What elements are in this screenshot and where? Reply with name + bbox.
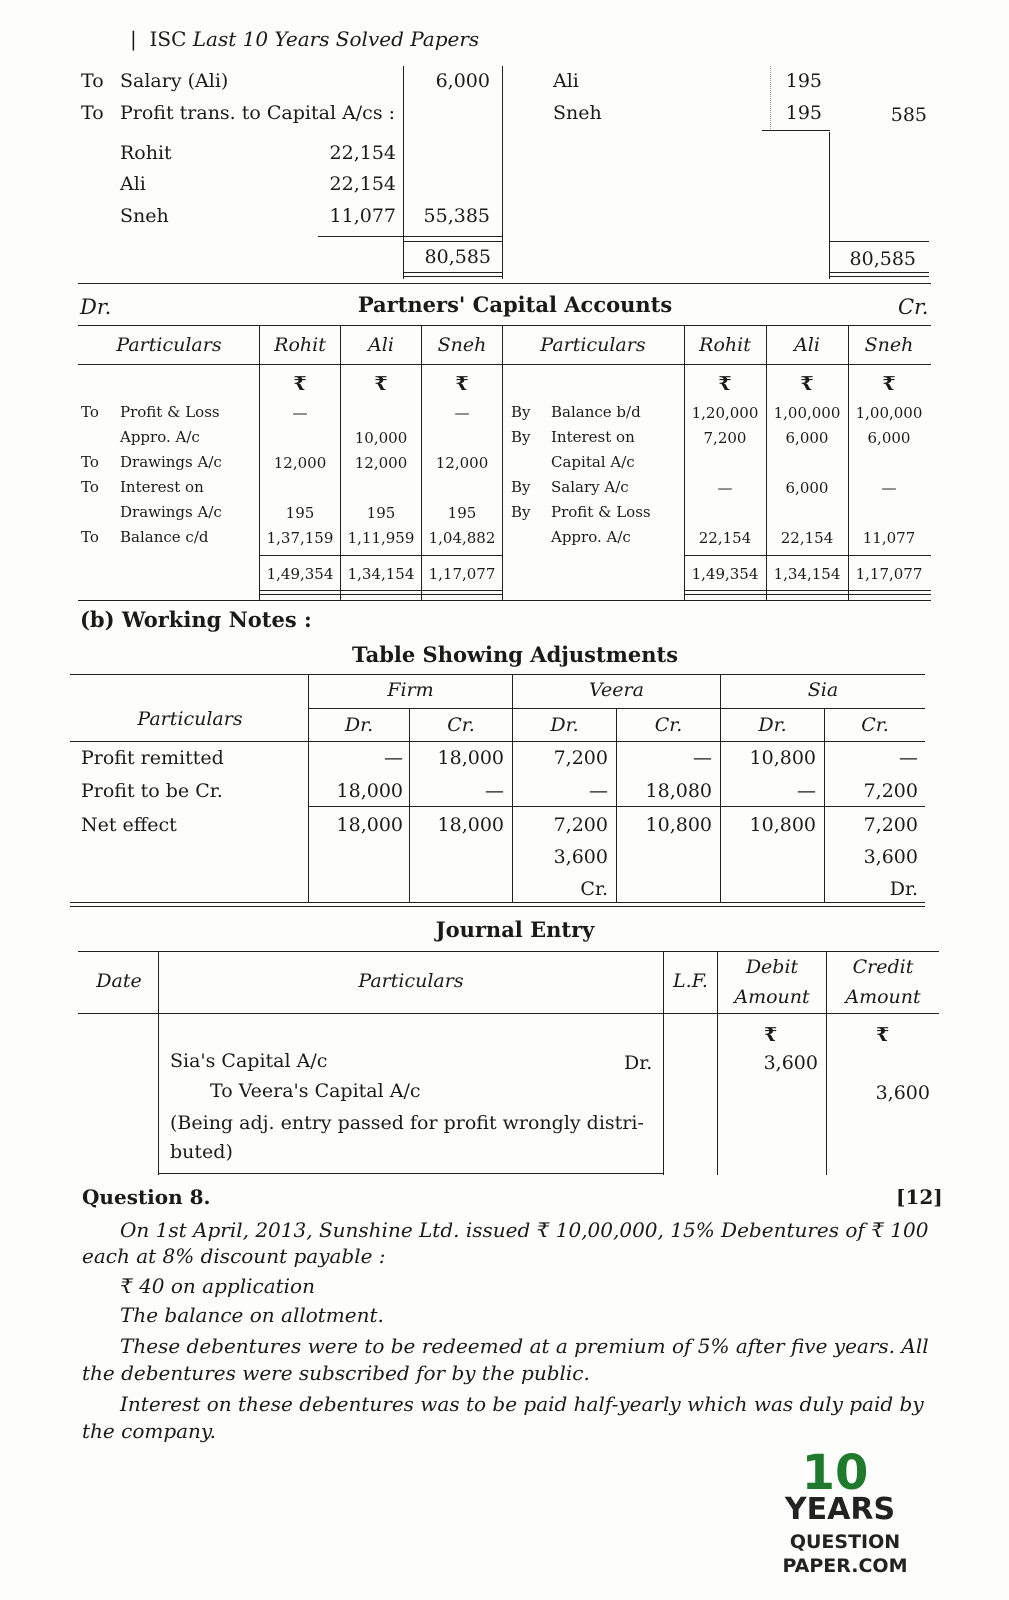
capital-left-cell: — <box>292 404 308 422</box>
capital-right-cell: — <box>881 479 897 497</box>
adjustments-header-cr: Cr. <box>654 714 683 736</box>
adjustments-header-cr: Cr. <box>447 714 475 736</box>
adjustments-cell: 18,000 <box>437 814 504 836</box>
adjustments-cell: 7,200 <box>553 814 608 836</box>
pl-right-name-ali: Ali <box>553 70 579 92</box>
journal-header-credit: Credit <box>852 956 914 978</box>
capital-header-rohit-left: Rohit <box>274 334 326 356</box>
pl-total-right: 80,585 <box>849 248 916 270</box>
capital-header-sneh-left: Sneh <box>437 334 487 356</box>
capital-left-label: Interest on <box>120 478 204 496</box>
capital-right-label: Capital A/c <box>551 453 635 471</box>
capital-left-prefix: To <box>81 528 99 546</box>
pl-left-to-2: To <box>81 102 104 124</box>
adjustments-row-label: Profit remitted <box>81 747 224 769</box>
capital-left-cell: 10,000 <box>354 429 408 447</box>
pl-right-value-ali: 195 <box>785 70 822 92</box>
adjustments-cell: 7,200 <box>863 814 918 836</box>
rupee-icon: ₹ <box>293 373 307 395</box>
adjustments-cell: 18,000 <box>437 747 504 769</box>
adjustments-group-sia: Sia <box>807 679 839 701</box>
capital-left-cell: 195 <box>366 504 396 522</box>
adjustments-cell: 3,600 <box>553 846 608 868</box>
question-para-1: On 1st April, 2013, Sunshine Ltd. issued ₹ 10,00,000, 15% Debentures of ₹ 100 <box>120 1218 929 1242</box>
capital-left-cell: 12,000 <box>273 454 327 472</box>
capital-total-ali-left: 1,34,154 <box>347 565 415 583</box>
question-para-4: These debentures were to be redeemed at a premium of 5% after five years. All <box>120 1334 929 1358</box>
capital-total-sneh-left: 1,17,077 <box>428 565 496 583</box>
journal-header-date: Date <box>96 970 142 992</box>
journal-line-credit-account: To Veera's Capital A/c <box>210 1080 421 1102</box>
journal-header-particulars: Particulars <box>358 970 464 992</box>
capital-right-label: Balance b/d <box>551 403 641 421</box>
rupee-icon: ₹ <box>455 373 469 395</box>
capital-right-label: Salary A/c <box>551 478 629 496</box>
watermark-years: YEARS <box>784 1492 896 1527</box>
pl-split-name-sneh: Sneh <box>120 205 169 227</box>
question-marks: [12] <box>896 1185 943 1209</box>
header-title: Last 10 Years Solved Papers <box>192 27 480 51</box>
capital-header-ali-left: Ali <box>368 334 394 356</box>
capital-total-rohit-right: 1,49,354 <box>691 565 759 583</box>
capital-left-cell: 1,11,959 <box>347 529 415 547</box>
pl-left-label-1: Salary (Ali) <box>120 70 229 92</box>
capital-left-prefix: To <box>81 453 99 471</box>
journal-narration-cont: buted) <box>170 1141 233 1163</box>
pl-split-name-ali: Ali <box>120 173 146 195</box>
question-para-3: The balance on allotment. <box>120 1303 384 1327</box>
pl-right-value-sneh: 195 <box>785 102 822 124</box>
capital-right-label: Appro. A/c <box>551 528 631 546</box>
capital-right-prefix: By <box>511 503 531 521</box>
journal-title: Journal Entry <box>435 917 595 942</box>
adjustments-header-particulars: Particulars <box>137 708 243 730</box>
capital-header-rohit-right: Rohit <box>699 334 751 356</box>
adjustments-title: Table Showing Adjustments <box>351 642 679 667</box>
capital-left-prefix: To <box>81 403 99 421</box>
capital-right-cell: 1,00,000 <box>855 404 923 422</box>
capital-right-cell: — <box>717 479 733 497</box>
capital-right-prefix: By <box>511 478 531 496</box>
capital-left-label: Appro. A/c <box>120 428 200 446</box>
journal-header-credit-amount: Amount <box>845 986 921 1008</box>
adjustments-cell: 18,000 <box>336 780 403 802</box>
capital-left-cell: 12,000 <box>435 454 489 472</box>
capital-left-label: Drawings A/c <box>120 453 222 471</box>
working-heading: (b) Working Notes : <box>80 607 312 632</box>
question-para-4-cont: the debentures were subscribed for by the public. <box>82 1361 590 1385</box>
adjustments-cell: 18,080 <box>645 780 712 802</box>
capital-left-label: Profit & Loss <box>120 403 220 421</box>
adjustments-cell: — <box>797 780 816 802</box>
capital-right-cell: 22,154 <box>698 529 752 547</box>
adjustments-cell: Dr. <box>889 878 918 900</box>
capital-right-cell: 6,000 <box>867 429 911 447</box>
question-para-2: ₹ 40 on application <box>120 1274 315 1298</box>
capital-right-cell: 7,200 <box>703 429 747 447</box>
capital-left-label: Drawings A/c <box>120 503 222 521</box>
adjustments-header-dr: Dr. <box>550 714 579 736</box>
journal-narration: (Being adj. entry passed for profit wrongly distri- <box>170 1112 644 1134</box>
capital-total-sneh-right: 1,17,077 <box>855 565 923 583</box>
adjustments-group-veera: Veera <box>589 679 644 701</box>
journal-credit-amount: 3,600 <box>875 1082 930 1104</box>
rupee-icon: ₹ <box>876 1024 890 1046</box>
adjustments-cell: — <box>899 747 918 769</box>
capital-left-cell: 195 <box>285 504 315 522</box>
capital-left-cell: 1,04,882 <box>428 529 496 547</box>
capital-dr: Dr. <box>80 295 112 319</box>
pl-right-amount: 585 <box>890 104 927 126</box>
adjustments-cell: — <box>693 747 712 769</box>
capital-left-cell: 195 <box>447 504 477 522</box>
question-label: Question 8. <box>82 1185 211 1209</box>
adjustments-header-dr: Dr. <box>344 714 374 736</box>
adjustments-header-dr: Dr. <box>758 714 787 736</box>
capital-left-cell: 12,000 <box>354 454 408 472</box>
adjustments-cell: 10,800 <box>749 747 816 769</box>
rupee-icon: ₹ <box>800 373 814 395</box>
journal-header-debit-amount: Amount <box>734 986 810 1008</box>
capital-title: Partners' Capital Accounts <box>357 292 673 317</box>
pl-split-value-ali: 22,154 <box>329 173 396 195</box>
capital-left-cell: — <box>454 404 470 422</box>
pl-right-name-sneh: Sneh <box>553 102 602 124</box>
adjustments-cell: — <box>384 747 403 769</box>
rupee-icon: ₹ <box>764 1024 778 1046</box>
adjustments-row-label: Profit to be Cr. <box>81 780 223 802</box>
watermark-site: QUESTION PAPER.COM <box>782 1531 908 1577</box>
capital-cr: Cr. <box>898 295 929 319</box>
capital-right-prefix: By <box>511 428 531 446</box>
journal-header-debit: Debit <box>745 956 799 978</box>
journal-header-lf: L.F. <box>673 970 708 992</box>
adjustments-row-label: Net effect <box>81 814 177 836</box>
pl-split-name-rohit: Rohit <box>120 142 172 164</box>
header-bar: | <box>130 27 137 51</box>
running-header <box>130 28 479 50</box>
rupee-icon: ₹ <box>374 373 388 395</box>
adjustments-cell: 10,800 <box>749 814 816 836</box>
adjustments-cell: 3,600 <box>863 846 918 868</box>
capital-header-ali-right: Ali <box>794 334 820 356</box>
question-para-5-cont: the company. <box>82 1419 216 1443</box>
adjustments-cell: 18,000 <box>336 814 403 836</box>
header-prefix: ISC <box>149 27 187 51</box>
journal-debit-amount: 3,600 <box>763 1052 818 1074</box>
capital-left-cell: 1,37,159 <box>266 529 334 547</box>
capital-total-rohit-left: 1,49,354 <box>266 565 334 583</box>
journal-line-dr: Dr. <box>624 1052 653 1074</box>
watermark-number: 10 <box>801 1445 869 1501</box>
capital-right-label: Interest on <box>551 428 635 446</box>
rupee-icon: ₹ <box>718 373 732 395</box>
pl-split-value-rohit: 22,154 <box>329 142 396 164</box>
pl-left-label-2: Profit trans. to Capital A/cs : <box>120 102 396 124</box>
pl-total-left: 80,585 <box>424 246 491 268</box>
capital-total-ali-right: 1,34,154 <box>773 565 841 583</box>
adjustments-group-firm: Firm <box>387 679 434 701</box>
adjustments-cell: Cr. <box>580 878 608 900</box>
adjustments-header-cr: Cr. <box>861 714 889 736</box>
adjustments-cell: 10,800 <box>645 814 712 836</box>
pl-left-to-1: To <box>81 70 104 92</box>
pl-left-amount-1: 6,000 <box>435 70 490 92</box>
capital-header-particulars-right: Particulars <box>540 334 646 356</box>
capital-right-cell: 6,000 <box>785 429 829 447</box>
capital-right-cell: 11,077 <box>862 529 916 547</box>
pl-split-value-sneh: 11,077 <box>329 205 396 227</box>
rupee-icon: ₹ <box>882 373 896 395</box>
capital-left-prefix: To <box>81 478 99 496</box>
capital-header-particulars-left: Particulars <box>116 334 222 356</box>
capital-right-label: Profit & Loss <box>551 503 651 521</box>
capital-right-cell: 6,000 <box>785 479 829 497</box>
capital-right-cell: 22,154 <box>780 529 834 547</box>
adjustments-cell: — <box>485 780 504 802</box>
adjustments-cell: 7,200 <box>863 780 918 802</box>
capital-right-cell: 1,00,000 <box>773 404 841 422</box>
adjustments-cell: 7,200 <box>553 747 608 769</box>
adjustments-cell: — <box>589 780 608 802</box>
journal-line-debit-account: Sia's Capital A/c <box>170 1050 328 1072</box>
capital-header-sneh-right: Sneh <box>864 334 914 356</box>
pl-split-amount: 55,385 <box>423 205 490 227</box>
capital-right-cell: 1,20,000 <box>691 404 759 422</box>
capital-left-label: Balance c/d <box>120 528 209 546</box>
question-para-1-cont: each at 8% discount payable : <box>82 1244 386 1268</box>
capital-right-prefix: By <box>511 403 531 421</box>
question-para-5: Interest on these debentures was to be paid half-yearly which was duly paid by <box>120 1392 924 1416</box>
